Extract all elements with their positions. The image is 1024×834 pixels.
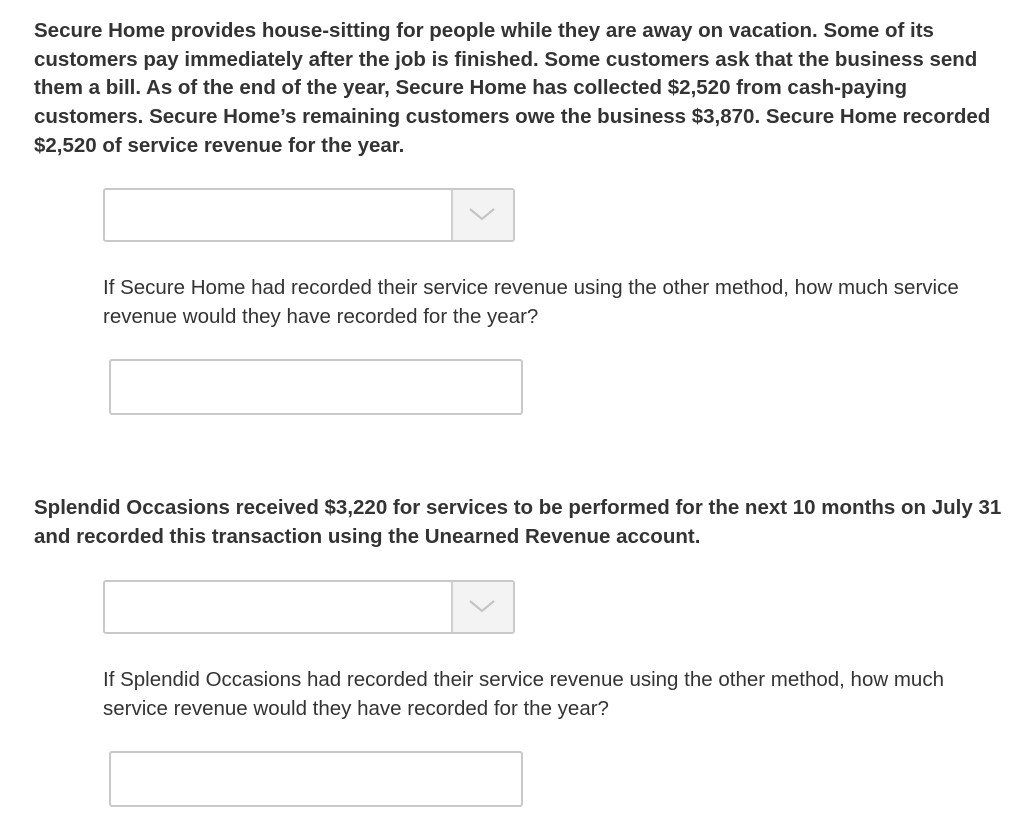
chevron-down-icon [467, 204, 497, 224]
question-1-dropdown-toggle[interactable] [451, 190, 513, 240]
question-1-prompt: Secure Home provides house-sitting for people while they are away on vacation. Some of its customers pay immediately after the job is finished. Some customers ask that the business send them a bill. As of the end of the year, Secure Home has collected $2,520 from cash-paying customers. Secure Home’s remaining customers owe the business $3,870. Secure Home recorded $2,520 of service revenue for the year. [34, 19, 991, 157]
question-2-dropdown-toggle[interactable] [451, 582, 513, 632]
question-1-answer-input[interactable] [109, 359, 523, 415]
question-2-followup: If Splendid Occasions had recorded their service revenue using the other method, how much service revenue would they have recorded for the year? [103, 668, 944, 720]
question-1-method-select[interactable] [103, 188, 515, 242]
question-2-prompt: Splendid Occasions received $3,220 for services to be performed for the next 10 months on July 31 and recorded this transaction using the Unearned Revenue account. [34, 496, 1002, 548]
question-2-method-select[interactable] [103, 580, 515, 634]
question-1-followup: If Secure Home had recorded their service revenue using the other method, how much service revenue would they have recorded for the year? [103, 276, 959, 328]
chevron-down-icon [467, 596, 497, 616]
question-2-answer-input[interactable] [109, 751, 523, 807]
